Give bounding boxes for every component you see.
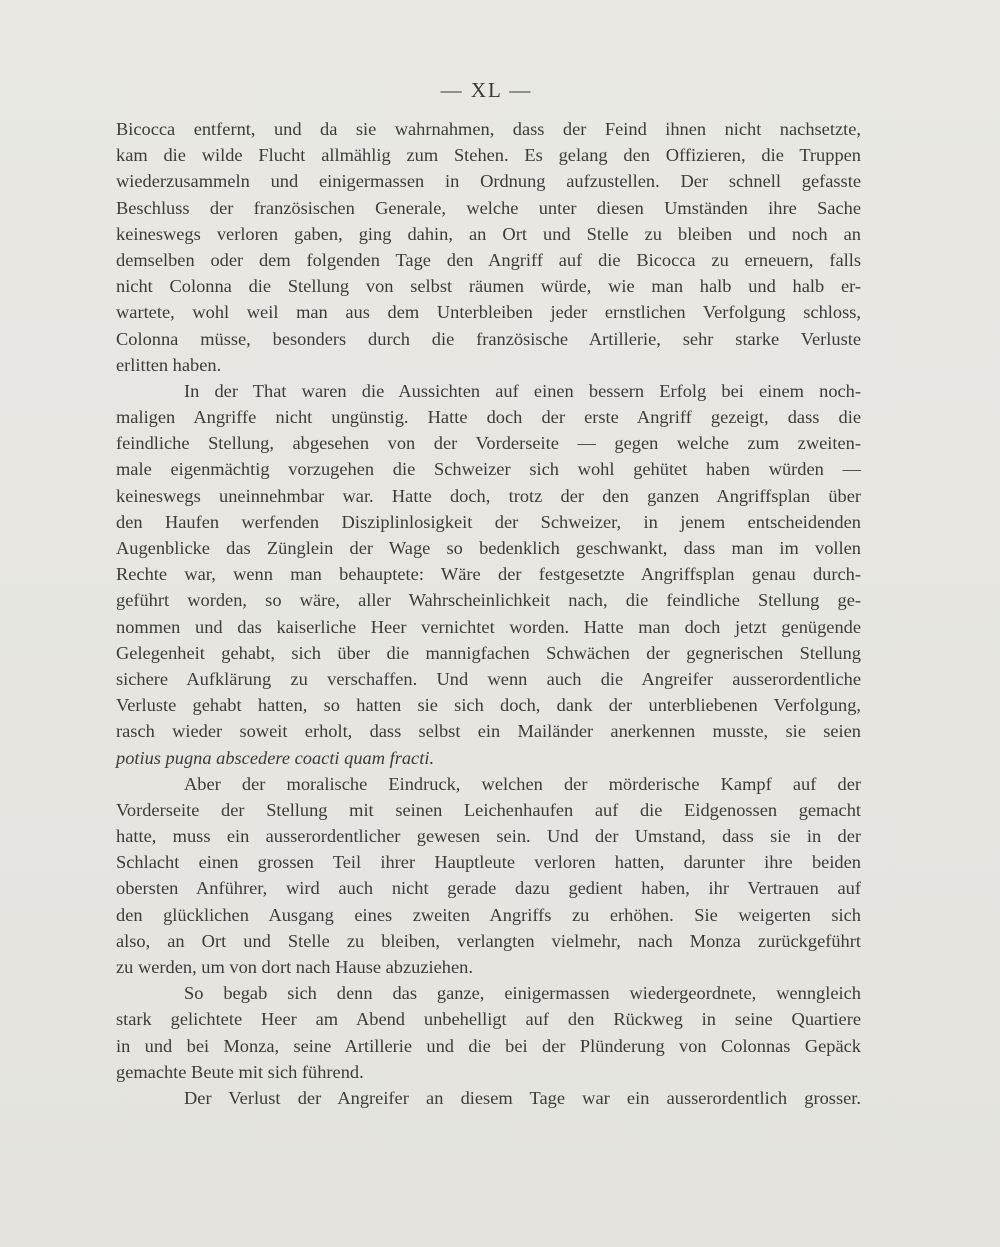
text-line: hatte, muss ein ausserordentlicher gewesen sein. Und der Umstand, dass sie in der [116, 826, 861, 847]
text-line: Verluste gehabt hatten, so hatten sie sich doch, dank der unterbliebenen Verfolgung, [116, 695, 861, 716]
text-line: in und bei Monza, seine Artillerie und die bei der Plünderung von Colonnas Gepäck [116, 1035, 861, 1056]
text-line: demselben oder dem folgenden Tage den Angriff auf die Bicocca zu erneuern, falls [116, 249, 861, 270]
text-line: Beschluss der französischen Generale, welche unter diesen Umständen ihre Sache [116, 197, 861, 218]
paragraph-start-line: So begab sich denn das ganze, einigermassen wiedergeordnete, wenngleich [184, 983, 861, 1004]
text-line: gemachte Beute mit sich führend. [116, 1061, 364, 1082]
latin-quote-line: potius pugna abscedere coacti quam fracti. [116, 747, 435, 768]
text-line: den Haufen werfenden Disziplinlosigkeit der Schweizer, in jenem entscheidenden [116, 511, 861, 532]
text-line: den glücklichen Ausgang eines zweiten Angriffs zu erhöhen. Sie weigerten sich [116, 904, 861, 925]
text-line: sichere Aufklärung zu verschaffen. Und wenn auch die Angreifer ausserordentliche [116, 668, 861, 689]
page-number: — XL — [440, 78, 533, 102]
text-line: feindliche Stellung, abgesehen von der Vorderseite — gegen welche zum zweiten- [116, 433, 861, 454]
text-line: zu werden, um von dort nach Hause abzuziehen. [116, 957, 473, 977]
text-line: stark gelichtete Heer am Abend unbehelligt auf den Rückweg in seine Quartiere [116, 1009, 861, 1030]
text-line: Bicocca entfernt, und da sie wahrnahmen, dass der Feind ihnen nicht nachsetzte, [116, 119, 861, 139]
text-line: Gelegenheit gehabt, sich über die mannigfachen Schwächen der gegnerischen Stellung [116, 642, 861, 663]
text-line: male eigenmächtig vorzugehen die Schweizer sich wohl gehütet haben würden — [116, 459, 861, 480]
paragraph-start-line: Der Verlust der Angreifer an diesem Tage war ein ausserordentlich grosser. [184, 1087, 861, 1108]
text-line: geführt worden, so wäre, aller Wahrscheinlichkeit nach, die feindliche Stellung ge- [116, 590, 861, 611]
body-text [116, 116, 861, 1111]
text-line: kam die wilde Flucht allmählig zum Stehen. Es gelang den Offizieren, die Truppen [116, 145, 861, 166]
text-line: Rechte war, wenn man behauptete: Wäre der festgesetzte Angriffsplan genau durch- [116, 564, 861, 585]
text-line: wiederzusammeln und einigermassen in Ordnung aufzustellen. Der schnell gefasste [116, 171, 861, 192]
text-line: Schlacht einen grossen Teil ihrer Hauptleute verloren hatten, darunter ihre beiden [116, 852, 861, 873]
text-line: Vorderseite der Stellung mit seinen Leichenhaufen auf die Eidgenossen gemacht [116, 799, 861, 820]
text-line: nicht Colonna die Stellung von selbst räumen würde, wie man halb und halb er- [116, 276, 861, 297]
text-line: rasch wieder soweit erholt, dass selbst ein Mailänder anerkennen musste, sie seien [116, 721, 861, 742]
text-line: keineswegs uneinnehmbar war. Hatte doch, trotz der den ganzen Angriffsplan über [116, 485, 861, 506]
text-line: also, an Ort und Stelle zu bleiben, verlangten vielmehr, nach Monza zurückgeführt [116, 930, 861, 951]
text-line: wartete, wohl weil man aus dem Unterbleiben jeder ernstlichen Verfolgung schloss, [116, 302, 861, 323]
text-line: nommen und das kaiserliche Heer vernichtet worden. Hatte man doch jetzt genügende [116, 616, 861, 637]
text-line: Colonna müsse, besonders durch die französische Artillerie, sehr starke Verluste [116, 328, 861, 349]
paragraph-start-line: Aber der moralische Eindruck, welchen der mörderische Kampf auf der [184, 773, 861, 794]
text-line: maligen Angriffe nicht ungünstig. Hatte doch der erste Angriff gezeigt, dass die [116, 407, 861, 428]
text-line: keineswegs verloren gaben, ging dahin, an Ort und Stelle zu bleiben und noch an [116, 223, 861, 244]
text-line: erlitten haben. [116, 354, 222, 375]
paragraph-start-line: In der That waren die Aussichten auf einen bessern Erfolg bei einem noch- [184, 380, 861, 401]
text-line: Augenblicke das Zünglein der Wage so bedenklich geschwankt, dass man im vollen [116, 538, 861, 558]
text-line: obersten Anführer, wird auch nicht gerade dazu gedient haben, ihr Vertrauen auf [116, 878, 861, 899]
